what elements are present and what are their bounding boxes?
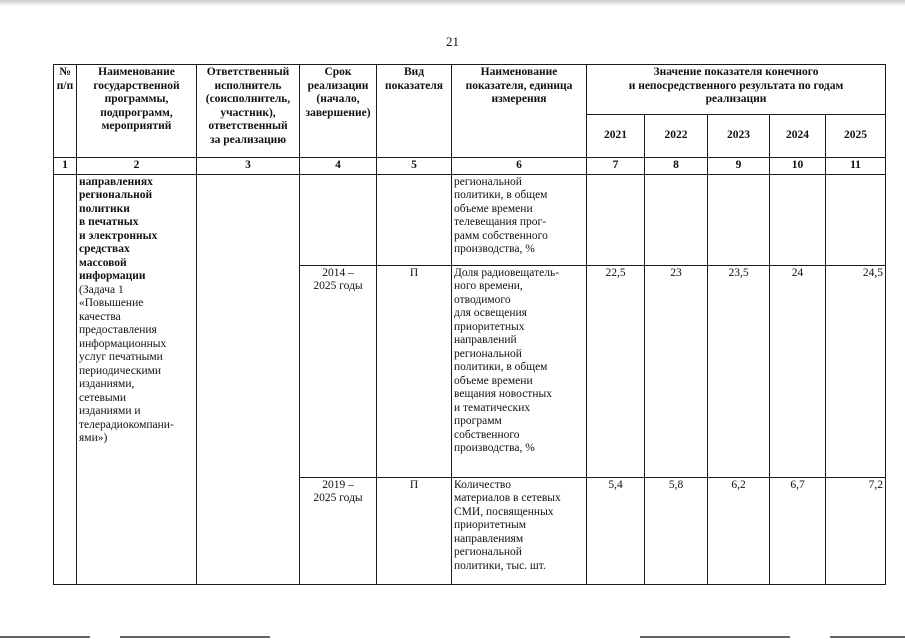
column-number: 1 [54,158,77,175]
header-program-name: Наименование государственной программы, подпрограмм, мероприятий [77,65,197,158]
type-cell: П [377,265,452,477]
indicator-cell: Доля радиовещатель- ного времени, отводимого для освещения приоритетных направлений региональной политики, в общем объеме времени вещания новостных и тематических программ собственного производства, % [452,265,587,477]
responsible-cell [197,174,300,584]
header-period: Срок реализации (начало, завершение) [300,65,377,158]
column-number: 4 [300,158,377,175]
header-year-2024: 2024 [770,115,826,158]
header-year-2025: 2025 [826,115,886,158]
column-number: 7 [587,158,645,175]
header-number: № п/п [54,65,77,158]
row-number-cell [54,174,77,584]
type-cell [377,174,452,265]
value-2023: 23,5 [708,265,770,477]
column-number: 5 [377,158,452,175]
header-values-group: Значение показателя конечного и непосредственного результата по годам реализации [587,65,886,115]
column-number: 9 [708,158,770,175]
column-number: 6 [452,158,587,175]
column-number: 2 [77,158,197,175]
value-2021: 5,4 [587,477,645,584]
scan-top-edge [0,0,905,6]
header-indicator-name: Наименование показателя, единица измерения [452,65,587,158]
column-number: 11 [826,158,886,175]
value-2022: 5,8 [645,477,708,584]
period-cell [300,174,377,265]
value-2024 [770,174,826,265]
period-cell: 2019 – 2025 годы [300,477,377,584]
value-2024: 6,7 [770,477,826,584]
value-2023: 6,2 [708,477,770,584]
program-name-task: (Задача 1 «Повышение качества предоставления информационных услуг печатными периодическими изданиями, сетевыми изданиями и телерадиокомпани- ями») [79,283,174,444]
program-name-cell [77,174,197,584]
page-number: 21 [446,34,459,49]
column-number: 8 [645,158,708,175]
value-2022 [645,174,708,265]
value-2021: 22,5 [587,265,645,477]
indicator-cell: региональной политики, в общем объеме времени телевещания прог- рамм собственного производства, % [452,174,587,265]
value-2023 [708,174,770,265]
value-2025: 24,5 [826,265,886,477]
header-year-2023: 2023 [708,115,770,158]
column-number: 10 [770,158,826,175]
value-2025 [826,174,886,265]
header-indicator-type: Вид показателя [377,65,452,158]
value-2025: 7,2 [826,477,886,584]
indicator-cell: Количество материалов в сетевых СМИ, посвященных приоритетным направлениям региональной политики, тыс. шт. [452,477,587,584]
header-year-2021: 2021 [587,115,645,158]
scan-bottom-edge [0,632,905,640]
column-number: 3 [197,158,300,175]
value-2024: 24 [770,265,826,477]
value-2021 [587,174,645,265]
period-cell: 2014 – 2025 годы [300,265,377,477]
value-2022: 23 [645,265,708,477]
indicator-table [53,64,886,585]
column-number-row [54,158,886,175]
type-cell: П [377,477,452,584]
table-row [54,174,886,265]
header-responsible: Ответственный исполнитель (соисполнитель, участник), ответственный за реализацию [197,65,300,158]
program-name-bold: направлениях региональной политики в печатных и электронных средствах массовой информации [79,175,158,282]
header-year-2022: 2022 [645,115,708,158]
